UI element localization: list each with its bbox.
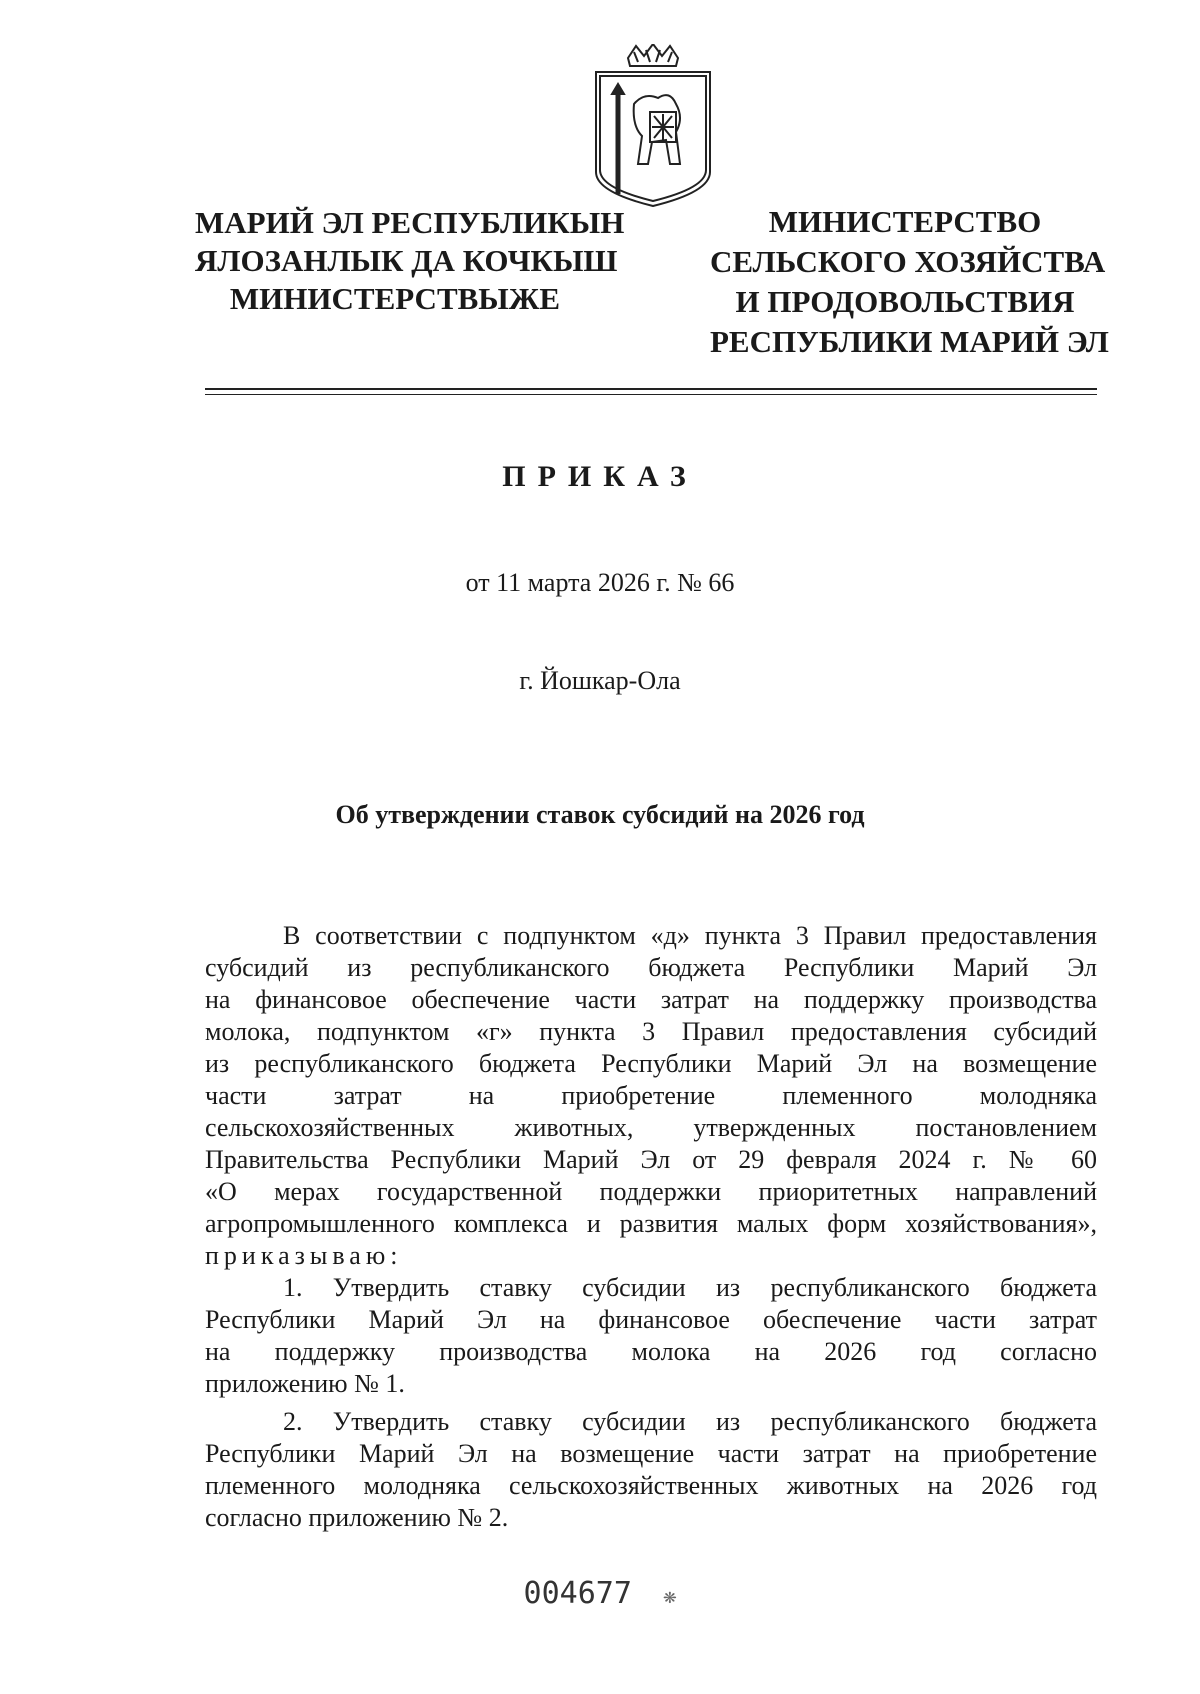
header-russian-ministry-name [710, 202, 1109, 362]
header-divider-thin [205, 394, 1097, 395]
document-subject: Об утверждении ставок субсидий на 2026 год [335, 800, 865, 829]
item2-line: согласно приложению № 2. [205, 1503, 509, 1532]
order-word: приказываю: [205, 1241, 403, 1270]
document-body [205, 920, 1097, 1534]
body-line: из республиканского бюджета Республики Марий Эл на возмещение [205, 1049, 1097, 1078]
header-left-line: МИНИСТЕРСТВЫЖЕ [229, 281, 561, 316]
item2-line: Республики Марий Эл на возмещение части затрат на приобретение [205, 1439, 1097, 1468]
item1-line: на поддержку производства молока на 2026 год согласно [205, 1337, 1097, 1366]
item2-line: племенного молодняка сельскохозяйственных животных на 2026 год [205, 1471, 1097, 1500]
body-line: на финансовое обеспечение части затрат на поддержку производства [205, 985, 1097, 1014]
item1-line: Республики Марий Эл на финансовое обеспечение части затрат [205, 1305, 1097, 1334]
serial-number: 004677 [523, 1576, 632, 1611]
document-date-number: от 11 марта 2026 г. № 66 [465, 568, 735, 597]
header-mari-ministry-name [195, 204, 625, 318]
document-city: г. Йошкар-Ола [519, 666, 681, 695]
header-right-line: СЕЛЬСКОГО ХОЗЯЙСТВА [710, 244, 1106, 279]
body-line: молока, подпунктом «г» пункта 3 Правил предоставления субсидий [205, 1017, 1097, 1046]
header-divider-thick [205, 388, 1097, 390]
header-left-line: ЯЛОЗАНЛЫК ДА КОЧКЫШ [195, 243, 618, 278]
document-type-title: ПРИКАЗ [502, 460, 698, 493]
header-right-line: МИНИСТЕРСТВО [768, 204, 1042, 239]
serial-number-stamp [0, 1576, 1200, 1611]
item1-line: 1. Утвердить ставку субсидии из республиканского бюджета [283, 1273, 1097, 1302]
item2-line: 2. Утвердить ставку субсидии из республиканского бюджета [283, 1407, 1097, 1436]
body-line: части затрат на приобретение племенного молодняка [205, 1081, 1097, 1110]
coat-of-arms-emblem [588, 44, 718, 208]
header-left-line: МАРИЙ ЭЛ РЕСПУБЛИКЫН [195, 205, 625, 240]
body-line: В соответствии с подпунктом «д» пункта 3 Правил предоставления [283, 921, 1097, 950]
header-right-line: РЕСПУБЛИКИ МАРИЙ ЭЛ [710, 324, 1109, 359]
body-line: субсидий из республиканского бюджета Республики Марий Эл [205, 953, 1097, 982]
item1-line: приложению № 1. [205, 1369, 405, 1398]
stamp-mark-icon: ❋ [649, 1584, 677, 1609]
body-line: «О мерах государственной поддержки приоритетных направлений [205, 1177, 1097, 1206]
body-line: сельскохозяйственных животных, утвержденных постановлением [205, 1113, 1097, 1142]
header-right-line: И ПРОДОВОЛЬСТВИЯ [735, 284, 1075, 319]
body-line: агропромышленного комплекса и развития малых форм хозяйствования», [205, 1209, 1097, 1238]
body-line: Правительства Республики Марий Эл от 29 февраля 2024 г. № 60 [205, 1145, 1097, 1174]
